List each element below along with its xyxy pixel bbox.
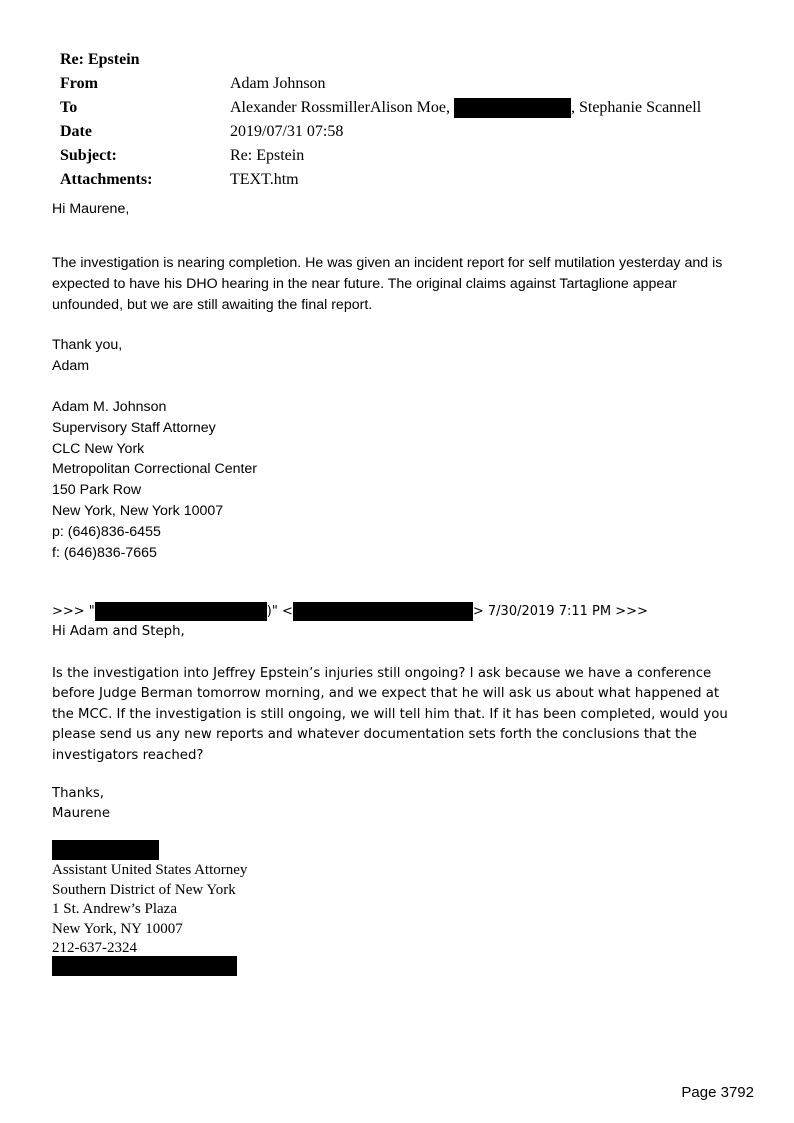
subject-row xyxy=(60,144,305,168)
signature-line: f: (646)836-7665 xyxy=(52,544,157,561)
to-value xyxy=(230,96,701,120)
signature-line: CLC New York xyxy=(52,440,145,457)
to-recipients-1: Alexander RossmillerAlison Moe, xyxy=(230,99,450,116)
from-row xyxy=(60,72,326,96)
signature-block xyxy=(52,397,257,563)
paragraph-line: Is the investigation into Jeffrey Epstein’s injuries still ongoing? I ask because we have a conference xyxy=(52,666,712,681)
paragraph-line: The investigation is nearing completion. He was given an incident report for self mutilation yesterday and is xyxy=(52,255,723,271)
quoted-paragraph xyxy=(52,664,728,766)
signature-line: p: (646)836-6455 xyxy=(52,523,161,540)
subject-value: Re: Epstein xyxy=(230,147,305,164)
paragraph-line: unfounded, but we are still awaiting the final report. xyxy=(52,296,373,313)
signature-line: 212-637-2324 xyxy=(52,940,137,956)
signature-line: New York, NY 10007 xyxy=(52,920,183,937)
quoted-closing: Thanks, Maurene xyxy=(52,786,111,822)
email-greeting: Hi Maurene, xyxy=(52,201,130,217)
quoted-message-header: >>> " )" < > 7/30/2019 7:11 PM >>> xyxy=(52,604,648,619)
signature-line: Supervisory Staff Attorney xyxy=(52,419,216,436)
redaction-box xyxy=(454,98,571,118)
attachments-value: TEXT.htm xyxy=(230,171,299,188)
to-recipients-2: , Stephanie Scannell xyxy=(570,99,702,116)
date-label: Date xyxy=(60,123,92,140)
subject-label: Subject: xyxy=(60,147,117,164)
to-row xyxy=(60,96,702,120)
email-paragraph xyxy=(52,253,722,315)
from-label: From xyxy=(60,75,98,92)
to-label: To xyxy=(60,99,78,116)
attachments-row xyxy=(60,168,299,192)
email-header xyxy=(60,48,702,192)
paragraph-line: expected to have his DHO hearing in the near future. The original claims against Tartaglione appear xyxy=(52,275,677,292)
page-number: Page 3792 xyxy=(681,1084,754,1101)
redaction-box xyxy=(293,602,473,621)
paragraph-line: the MCC. If the investigation is still ongoing, we will tell him that. If it has been completed, would you xyxy=(52,706,728,722)
signature-line: 1 St. Andrew’s Plaza xyxy=(52,901,177,917)
quoted-signature-block xyxy=(52,861,247,959)
signature-line: 150 Park Row xyxy=(52,482,142,499)
redaction-box xyxy=(52,840,159,860)
email-closing: Thank you, Adam xyxy=(52,337,123,374)
attachments-label: Attachments: xyxy=(60,171,153,188)
email-title: Re: Epstein xyxy=(60,51,140,68)
redaction-box xyxy=(95,602,267,621)
date-row xyxy=(60,120,344,144)
date-value: 2019/07/31 07:58 xyxy=(230,123,344,140)
signature-line: New York, New York 10007 xyxy=(52,502,224,519)
from-value: Adam Johnson xyxy=(230,75,326,92)
paragraph-line: please send us any new reports and whatever documentation sets forth the conclusions that the xyxy=(52,727,697,743)
paragraph-line: investigators reached? xyxy=(52,747,204,763)
signature-line: Southern District of New York xyxy=(52,881,236,898)
signature-line: Metropolitan Correctional Center xyxy=(52,461,258,478)
signature-line: Assistant United States Attorney xyxy=(52,862,248,878)
paragraph-line: before Judge Berman tomorrow morning, and we expect that he will ask us about what happened at xyxy=(52,686,720,702)
signature-line: Adam M. Johnson xyxy=(52,399,167,415)
quoted-greeting: Hi Adam and Steph, xyxy=(52,624,185,639)
redaction-box xyxy=(52,956,237,976)
